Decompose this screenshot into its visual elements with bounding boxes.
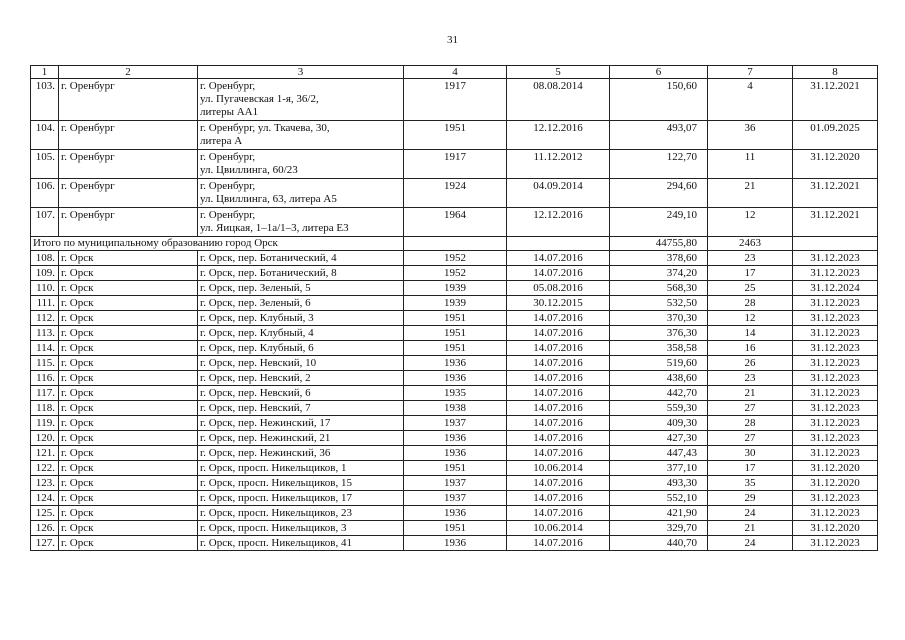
row-city: г. Орск	[59, 416, 198, 431]
row-address: г. Орск, пер. Нежинский, 17	[198, 416, 404, 431]
row-deadline: 31.12.2023	[793, 341, 878, 356]
row-address	[198, 150, 404, 179]
row-date: 14.07.2016	[507, 506, 610, 521]
row-deadline: 31.12.2021	[793, 79, 878, 121]
row-area: 552,10	[610, 491, 708, 506]
row-address	[198, 208, 404, 237]
row-people: 24	[708, 506, 793, 521]
row-deadline: 31.12.2021	[793, 208, 878, 237]
table-row	[31, 326, 878, 341]
row-number: 106.	[31, 179, 59, 208]
row-address: г. Орск, пер. Ботанический, 8	[198, 266, 404, 281]
row-people: 35	[708, 476, 793, 491]
row-number: 103.	[31, 79, 59, 121]
row-year: 1939	[404, 281, 507, 296]
total-area: 44755,80	[610, 237, 708, 251]
row-address: г. Орск, просп. Никельщиков, 3	[198, 521, 404, 536]
table-row	[31, 296, 878, 311]
table-row	[31, 179, 878, 208]
row-people: 17	[708, 266, 793, 281]
row-year: 1936	[404, 536, 507, 551]
row-address: г. Орск, пер. Невский, 2	[198, 371, 404, 386]
row-number: 112.	[31, 311, 59, 326]
row-area: 374,20	[610, 266, 708, 281]
row-city: г. Орск	[59, 521, 198, 536]
total-people: 2463	[708, 237, 793, 251]
row-year: 1917	[404, 79, 507, 121]
row-people: 25	[708, 281, 793, 296]
address-line: г. Оренбург,	[200, 80, 256, 92]
row-city: г. Орск	[59, 311, 198, 326]
header-cell: 4	[404, 66, 507, 79]
row-city: г. Оренбург	[59, 150, 198, 179]
row-area: 370,30	[610, 311, 708, 326]
row-people: 14	[708, 326, 793, 341]
row-date: 14.07.2016	[507, 266, 610, 281]
table-row	[31, 150, 878, 179]
row-deadline: 31.12.2023	[793, 266, 878, 281]
row-deadline: 31.12.2023	[793, 416, 878, 431]
row-year: 1935	[404, 386, 507, 401]
row-year: 1937	[404, 476, 507, 491]
row-address: г. Орск, пер. Зеленый, 5	[198, 281, 404, 296]
row-year: 1951	[404, 461, 507, 476]
row-people: 26	[708, 356, 793, 371]
row-number: 123.	[31, 476, 59, 491]
row-number: 105.	[31, 150, 59, 179]
table-row	[31, 266, 878, 281]
row-address: г. Орск, просп. Никельщиков, 15	[198, 476, 404, 491]
address-line: г. Оренбург, ул. Ткачева, 30,	[200, 122, 330, 134]
header-cell: 2	[59, 66, 198, 79]
row-year: 1924	[404, 179, 507, 208]
row-year: 1917	[404, 150, 507, 179]
header-cell: 6	[610, 66, 708, 79]
housing-table	[30, 65, 878, 551]
row-city: г. Орск	[59, 536, 198, 551]
row-number: 113.	[31, 326, 59, 341]
row-deadline: 31.12.2023	[793, 251, 878, 266]
row-number: 118.	[31, 401, 59, 416]
row-area: 358,58	[610, 341, 708, 356]
row-deadline: 31.12.2021	[793, 179, 878, 208]
row-area: 493,07	[610, 121, 708, 150]
row-address: г. Орск, пер. Нежинский, 21	[198, 431, 404, 446]
row-people: 30	[708, 446, 793, 461]
row-deadline: 31.12.2023	[793, 506, 878, 521]
row-area: 438,60	[610, 371, 708, 386]
row-area: 377,10	[610, 461, 708, 476]
row-people: 23	[708, 251, 793, 266]
row-city: г. Орск	[59, 341, 198, 356]
row-city: г. Орск	[59, 296, 198, 311]
row-people: 28	[708, 416, 793, 431]
row-year: 1936	[404, 371, 507, 386]
row-year: 1936	[404, 356, 507, 371]
row-deadline: 31.12.2023	[793, 326, 878, 341]
address-line: ул. Яицкая, 1–1а/1–3, литера Е3	[200, 222, 349, 234]
row-year: 1939	[404, 296, 507, 311]
table-row	[31, 341, 878, 356]
row-date: 10.06.2014	[507, 461, 610, 476]
row-date: 14.07.2016	[507, 356, 610, 371]
row-address: г. Орск, просп. Никельщиков, 41	[198, 536, 404, 551]
row-city: г. Орск	[59, 506, 198, 521]
row-date: 14.07.2016	[507, 446, 610, 461]
total-empty	[507, 237, 610, 251]
table-row	[31, 371, 878, 386]
header-cell: 7	[708, 66, 793, 79]
row-date: 10.06.2014	[507, 521, 610, 536]
row-people: 12	[708, 208, 793, 237]
row-area: 421,90	[610, 506, 708, 521]
row-number: 122.	[31, 461, 59, 476]
row-date: 14.07.2016	[507, 431, 610, 446]
row-deadline: 31.12.2023	[793, 371, 878, 386]
row-area: 568,30	[610, 281, 708, 296]
address-line: литера А	[200, 135, 243, 147]
row-date: 14.07.2016	[507, 536, 610, 551]
row-number: 119.	[31, 416, 59, 431]
row-date: 08.08.2014	[507, 79, 610, 121]
address-line: г. Оренбург,	[200, 209, 256, 221]
row-number: 109.	[31, 266, 59, 281]
row-number: 108.	[31, 251, 59, 266]
row-people: 28	[708, 296, 793, 311]
row-address: г. Орск, просп. Никельщиков, 23	[198, 506, 404, 521]
row-city: г. Орск	[59, 326, 198, 341]
row-address: г. Орск, пер. Клубный, 6	[198, 341, 404, 356]
address-line: г. Оренбург,	[200, 151, 256, 163]
row-city: г. Орск	[59, 356, 198, 371]
row-date: 14.07.2016	[507, 386, 610, 401]
row-number: 104.	[31, 121, 59, 150]
header-cell: 3	[198, 66, 404, 79]
row-address: г. Орск, пер. Зеленый, 6	[198, 296, 404, 311]
table-row	[31, 208, 878, 237]
row-address: г. Орск, пер. Невский, 7	[198, 401, 404, 416]
row-address	[198, 121, 404, 150]
row-people: 21	[708, 179, 793, 208]
table-row	[31, 431, 878, 446]
row-year: 1936	[404, 431, 507, 446]
address-line: г. Оренбург,	[200, 180, 256, 192]
row-year: 1952	[404, 251, 507, 266]
row-area: 150,60	[610, 79, 708, 121]
row-area: 122,70	[610, 150, 708, 179]
total-empty	[404, 237, 507, 251]
row-address: г. Орск, пер. Ботанический, 4	[198, 251, 404, 266]
row-number: 110.	[31, 281, 59, 296]
row-number: 114.	[31, 341, 59, 356]
row-area: 294,60	[610, 179, 708, 208]
row-date: 14.07.2016	[507, 491, 610, 506]
row-number: 127.	[31, 536, 59, 551]
row-date: 05.08.2016	[507, 281, 610, 296]
row-address	[198, 179, 404, 208]
row-date: 04.09.2014	[507, 179, 610, 208]
row-city: г. Орск	[59, 371, 198, 386]
row-address: г. Орск, просп. Никельщиков, 17	[198, 491, 404, 506]
row-deadline: 31.12.2023	[793, 356, 878, 371]
row-people: 24	[708, 536, 793, 551]
row-year: 1937	[404, 416, 507, 431]
row-date: 11.12.2012	[507, 150, 610, 179]
address-line: ул. Цвиллинга, 60/23	[200, 164, 298, 176]
header-cell: 8	[793, 66, 878, 79]
row-deadline: 31.12.2020	[793, 521, 878, 536]
row-date: 14.07.2016	[507, 341, 610, 356]
address-line: литеры АА1	[200, 106, 259, 118]
row-people: 27	[708, 401, 793, 416]
row-area: 493,30	[610, 476, 708, 491]
row-address: г. Орск, пер. Клубный, 4	[198, 326, 404, 341]
row-people: 21	[708, 521, 793, 536]
row-number: 124.	[31, 491, 59, 506]
row-year: 1937	[404, 491, 507, 506]
table-row	[31, 311, 878, 326]
row-deadline: 31.12.2023	[793, 311, 878, 326]
row-city: г. Орск	[59, 461, 198, 476]
row-city: г. Орск	[59, 431, 198, 446]
row-year: 1964	[404, 208, 507, 237]
row-number: 126.	[31, 521, 59, 536]
row-year: 1951	[404, 121, 507, 150]
row-people: 23	[708, 371, 793, 386]
row-deadline: 31.12.2023	[793, 386, 878, 401]
row-year: 1951	[404, 326, 507, 341]
row-people: 12	[708, 311, 793, 326]
row-area: 440,70	[610, 536, 708, 551]
row-date: 14.07.2016	[507, 476, 610, 491]
row-area: 376,30	[610, 326, 708, 341]
row-people: 29	[708, 491, 793, 506]
row-city: г. Орск	[59, 401, 198, 416]
table-row	[31, 386, 878, 401]
row-address: г. Орск, пер. Нежинский, 36	[198, 446, 404, 461]
row-date: 14.07.2016	[507, 326, 610, 341]
row-deadline: 31.12.2024	[793, 281, 878, 296]
row-area: 559,30	[610, 401, 708, 416]
row-address: г. Орск, пер. Невский, 10	[198, 356, 404, 371]
table-row	[31, 476, 878, 491]
row-city: г. Орск	[59, 251, 198, 266]
row-number: 111.	[31, 296, 59, 311]
address-line: ул. Цвиллинга, 63, литера А5	[200, 193, 337, 205]
row-city: г. Орск	[59, 491, 198, 506]
row-area: 442,70	[610, 386, 708, 401]
row-year: 1936	[404, 446, 507, 461]
row-date: 14.07.2016	[507, 416, 610, 431]
row-date: 12.12.2016	[507, 121, 610, 150]
header-cell: 1	[31, 66, 59, 79]
row-deadline: 01.09.2025	[793, 121, 878, 150]
row-year: 1952	[404, 266, 507, 281]
table-row	[31, 401, 878, 416]
row-deadline: 31.12.2023	[793, 446, 878, 461]
address-line: ул. Пугачевская 1-я, 36/2,	[200, 93, 319, 105]
table-row	[31, 121, 878, 150]
row-deadline: 31.12.2020	[793, 476, 878, 491]
row-city: г. Орск	[59, 386, 198, 401]
row-date: 14.07.2016	[507, 371, 610, 386]
row-year: 1951	[404, 521, 507, 536]
row-address: г. Орск, просп. Никельщиков, 1	[198, 461, 404, 476]
row-number: 117.	[31, 386, 59, 401]
row-people: 11	[708, 150, 793, 179]
row-deadline: 31.12.2023	[793, 491, 878, 506]
row-area: 249,10	[610, 208, 708, 237]
row-date: 14.07.2016	[507, 401, 610, 416]
row-people: 36	[708, 121, 793, 150]
table-row	[31, 491, 878, 506]
page-number: 31	[447, 34, 458, 46]
total-row	[31, 237, 878, 251]
row-city: г. Орск	[59, 446, 198, 461]
table-row	[31, 281, 878, 296]
row-area: 378,60	[610, 251, 708, 266]
row-deadline: 31.12.2023	[793, 431, 878, 446]
row-people: 16	[708, 341, 793, 356]
row-date: 14.07.2016	[507, 251, 610, 266]
table-row	[31, 536, 878, 551]
table-row	[31, 416, 878, 431]
row-year: 1936	[404, 506, 507, 521]
row-city: г. Оренбург	[59, 121, 198, 150]
row-address	[198, 79, 404, 121]
row-deadline: 31.12.2020	[793, 150, 878, 179]
row-area: 532,50	[610, 296, 708, 311]
row-people: 4	[708, 79, 793, 121]
row-deadline: 31.12.2020	[793, 461, 878, 476]
row-date: 12.12.2016	[507, 208, 610, 237]
row-date: 14.07.2016	[507, 311, 610, 326]
row-city: г. Орск	[59, 476, 198, 491]
row-address: г. Орск, пер. Клубный, 3	[198, 311, 404, 326]
row-city: г. Оренбург	[59, 179, 198, 208]
table-row	[31, 251, 878, 266]
row-city: г. Орск	[59, 281, 198, 296]
row-deadline: 31.12.2023	[793, 401, 878, 416]
row-city: г. Орск	[59, 266, 198, 281]
header-cell: 5	[507, 66, 610, 79]
row-area: 519,60	[610, 356, 708, 371]
table-row	[31, 521, 878, 536]
row-address: г. Орск, пер. Невский, 6	[198, 386, 404, 401]
row-number: 120.	[31, 431, 59, 446]
row-people: 27	[708, 431, 793, 446]
row-people: 21	[708, 386, 793, 401]
row-year: 1938	[404, 401, 507, 416]
row-number: 125.	[31, 506, 59, 521]
table-row	[31, 79, 878, 121]
table-row	[31, 356, 878, 371]
row-number: 116.	[31, 371, 59, 386]
row-deadline: 31.12.2023	[793, 536, 878, 551]
row-city: г. Оренбург	[59, 208, 198, 237]
row-area: 329,70	[610, 521, 708, 536]
table-row	[31, 461, 878, 476]
row-deadline: 31.12.2023	[793, 296, 878, 311]
table-row	[31, 506, 878, 521]
row-number: 121.	[31, 446, 59, 461]
row-year: 1951	[404, 311, 507, 326]
row-people: 17	[708, 461, 793, 476]
total-empty	[793, 237, 878, 251]
table-header-row	[31, 66, 878, 79]
row-year: 1951	[404, 341, 507, 356]
table-row	[31, 446, 878, 461]
row-date: 30.12.2015	[507, 296, 610, 311]
row-area: 409,30	[610, 416, 708, 431]
row-area: 427,30	[610, 431, 708, 446]
total-label: Итого по муниципальному образованию город Орск	[31, 237, 404, 251]
row-number: 115.	[31, 356, 59, 371]
row-number: 107.	[31, 208, 59, 237]
row-area: 447,43	[610, 446, 708, 461]
row-city: г. Оренбург	[59, 79, 198, 121]
